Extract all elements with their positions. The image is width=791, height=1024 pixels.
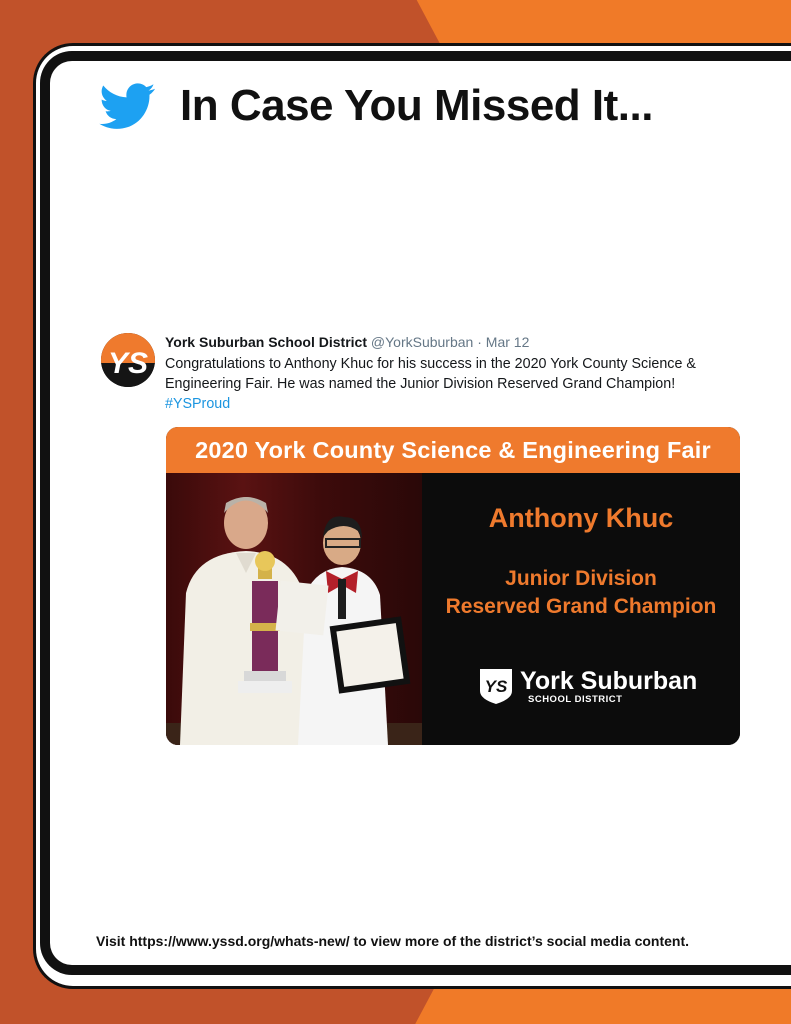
ys-shield-icon — [478, 667, 514, 705]
award-title: Reserved Grand Champion — [445, 595, 717, 618]
media-banner-text: 2020 York County Science & Engineering Fair — [195, 436, 711, 463]
tweet-body — [165, 333, 741, 414]
york-suburban-logo — [478, 667, 697, 705]
award-photo — [166, 473, 422, 745]
logo-mark-text: YS — [484, 677, 508, 696]
tweet-meta-separator: · — [477, 334, 482, 350]
avatar-text: YS — [107, 347, 149, 380]
ys-avatar-icon — [101, 333, 155, 387]
tweet-author-name[interactable]: York Suburban School District — [165, 334, 367, 350]
award-division: Junior Division — [505, 567, 657, 590]
tweet-meta — [165, 333, 741, 352]
footer-note: Visit https://www.yssd.org/whats-new/ to view more of the district’s social media content. — [96, 933, 690, 949]
tweet-hashtag-link[interactable]: #YSProud — [165, 396, 231, 412]
twitter-bird-icon — [98, 78, 158, 134]
avatar[interactable] — [101, 333, 155, 387]
award-panel — [422, 473, 740, 745]
logo-words — [520, 668, 697, 705]
tweet-media-image[interactable] — [166, 427, 740, 745]
tweet-date[interactable]: Mar 12 — [485, 334, 530, 350]
page-title: In Case You Missed It... — [180, 81, 653, 130]
tweet-text: Congratulations to Anthony Khuc for his success in the 2020 York County Science & Engineering Fair. He was named the Junior Division Reserved Grand Champion! — [165, 356, 696, 392]
logo-name: York Suburban — [520, 666, 698, 695]
page-header — [98, 78, 653, 134]
tweet-author-handle[interactable]: @YorkSuburban — [370, 334, 474, 350]
student-name: Anthony Khuc — [488, 503, 674, 533]
logo-subtitle: SCHOOL DISTRICT — [528, 693, 623, 705]
media-banner — [166, 427, 740, 473]
